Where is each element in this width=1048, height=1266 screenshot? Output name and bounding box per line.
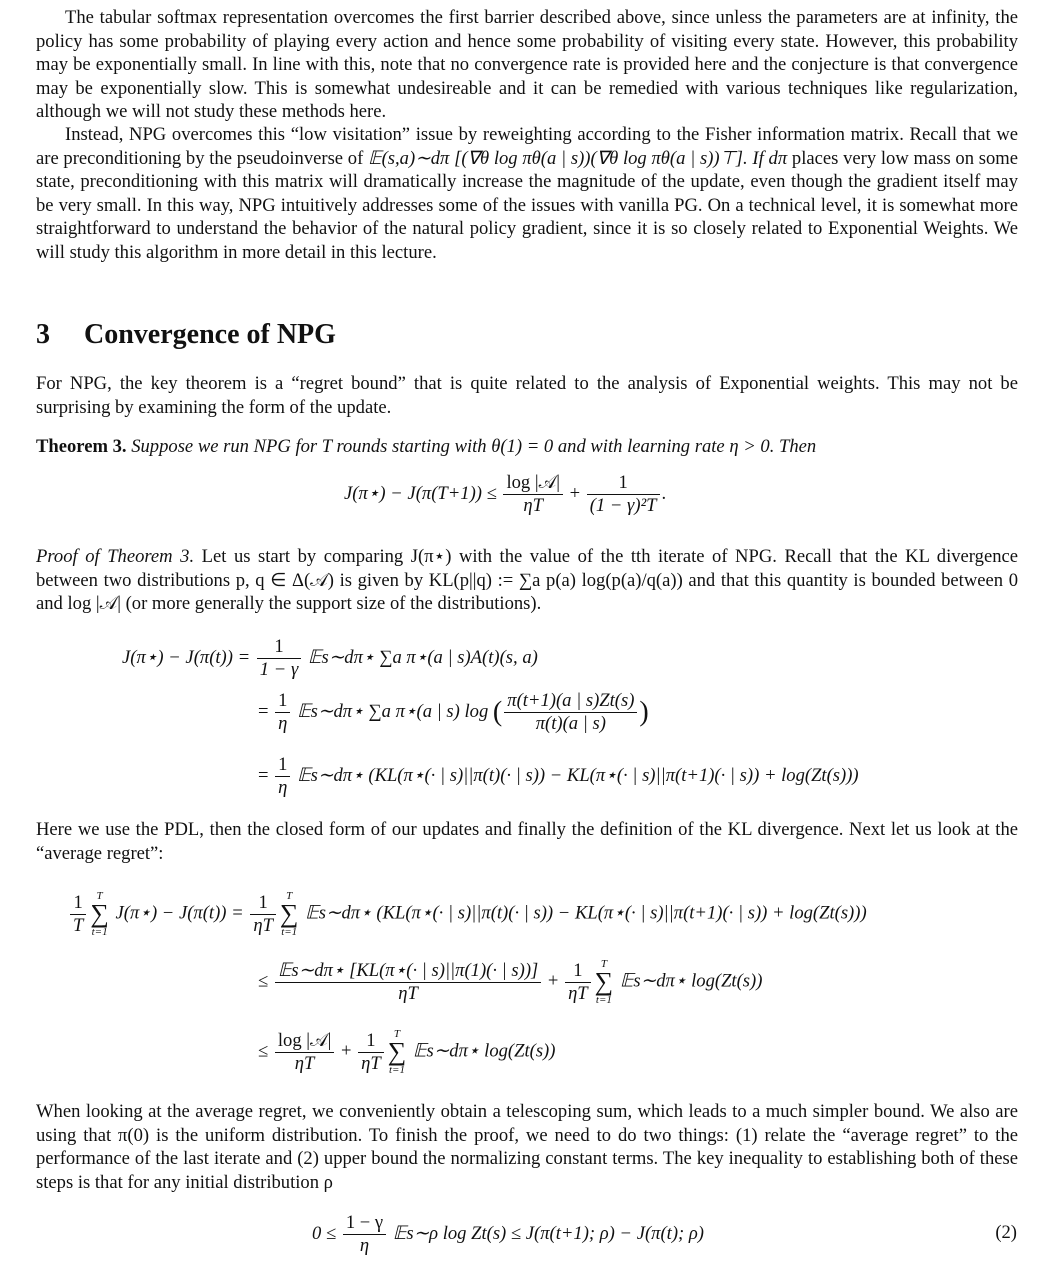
proof-eq-line-2: = $\frac{1}{\eta}$ 𝔼s∼dπ⋆ ∑a π⋆(a | s) log ( $\frac{\pi(t+1)(a | s)Zt(s)}{\pi(t)(a | s)}$ ) <box>258 690 649 734</box>
regret-eq-line-3: ≤ $\frac{\text{log |𝒜|}}{\eta T}$ + $\frac{1}{\eta T}$ T ∑ t=1 𝔼s∼dπ⋆ log(Zt(s)) <box>258 1028 556 1076</box>
thm-frac-1: $\frac{\text{log |𝒜|}}{\eta T}$ <box>503 472 562 517</box>
eq1-rhs: 𝔼s∼dπ⋆ ∑a π⋆(a | s)A(t)(s, a) <box>307 646 538 668</box>
proof-label: Proof of Theorem 3. <box>36 546 195 567</box>
regret-eq-line-2: ≤ $\frac{\text{𝔼s∼dπ⋆ [KL(π⋆(· | s)||π(1)(· | s))]}}{\eta T}$ + $\frac{1}{\eta T}$ T ∑ t=1 𝔼s∼dπ⋆ log(Zt(s)) <box>258 958 763 1006</box>
theorem-label: Theorem 3. <box>36 436 127 457</box>
section-heading <box>36 318 336 352</box>
theorem-equation: J(π⋆) − J(π(T+1)) ≤ $\frac{\text{log |𝒜|}}{\eta T}$ + $\frac{1}{\text{(1 − γ)²T}}$ . <box>344 472 667 516</box>
proof-text: Let us start by comparing J(π⋆) with the value of the tth iterate of NPG. Recall that the KL divergence between two distributions p, q ∈ Δ(𝒜) is given by KL(p||q) := ∑a p(a) log(p(a)/q(a)) and that this quantity is bounded between 0 and log |𝒜| (or more generally the support size of the distributions). <box>36 546 1018 615</box>
equation-number: (2) <box>995 1222 1017 1243</box>
paragraph-telescoping: When looking at the average regret, we conveniently obtain a telescoping sum, which leads to a much simpler bound. We also are using that π(0) is the uniform distribution. To finish the proof, we need to do two things: (1) relate the “average regret” to the performance of the last iterate and (2) upper bound the normalizing constant terms. The key inequality to establishing both of these steps is that for any initial distribution ρ <box>36 1101 1018 1193</box>
fisher-matrix-math: 𝔼(s,a)∼dπ [(∇θ log πθ(a | s))(∇θ log πθ(a | s))⊤]. If dπ <box>368 147 788 169</box>
paragraph-regret-intro: For NPG, the key theorem is a “regret bound” that is quite related to the analysis of Exponential weights. This may not be surprising by examining the form of the update. <box>36 373 1018 418</box>
paragraph-npg-fisher-a: Instead, NPG overcomes this “low visitation” issue by reweighting according to the Fisher information matrix. Recall that we are preconditioning by the pseudoinverse of <box>36 124 1018 169</box>
thm-frac-2: $\frac{1}{\text{(1 − γ)²T}}$ <box>587 472 660 517</box>
section-number: 3 <box>36 319 50 350</box>
eq2-rhs: 𝔼s∼dπ⋆ ∑a π⋆(a | s) log <box>297 700 489 722</box>
section-title: Convergence of NPG <box>84 319 336 350</box>
ineq-lhs: 0 ≤ <box>312 1222 337 1244</box>
key-inequality: 0 ≤ $\frac{1 - \gamma}{\eta}$ 𝔼s∼ρ log Zt(s) ≤ J(π(t+1); ρ) − J(π(t); ρ) <box>312 1212 704 1256</box>
regret-lhs: J(π⋆) − J(π(t)) = <box>115 902 244 924</box>
regret-tail-2: 𝔼s∼dπ⋆ log(Zt(s)) <box>619 970 763 992</box>
eq2-log-frac: $\frac{\pi(t+1)(a | s)Zt(s)}{\pi(t)(a | s)}$ <box>504 690 637 735</box>
theorem-text: Suppose we run NPG for T rounds starting with θ(1) = 0 and with learning rate η > 0. Then <box>131 436 817 457</box>
eq3-rhs: 𝔼s∼dπ⋆ (KL(π⋆(· | s)||π(t)(· | s)) − KL(π⋆(· | s)||π(t+1)(· | s)) + log(Zt(s))) <box>297 764 859 786</box>
theorem-3 <box>36 435 1018 459</box>
ineq-rhs: 𝔼s∼ρ log Zt(s) ≤ J(π(t+1); ρ) − J(π(t); ρ) <box>392 1222 704 1244</box>
proof-paragraph <box>36 545 1018 616</box>
regret-eq-line-1: $\frac{1}{T}$ T ∑ t=1 J(π⋆) − J(π(t)) = $\frac{1}{\eta T}$ T ∑ t=1 𝔼s∼dπ⋆ (KL(π⋆(· | s)||π(t)(· | s)) − KL(π⋆(· | s)||π(t+1)(· | s)) + log(Zt(s))) <box>68 890 867 938</box>
regret-rhs: 𝔼s∼dπ⋆ (KL(π⋆(· | s)||π(t)(· | s)) − KL(π⋆(· | s)||π(t+1)(· | s)) + log(Zt(s))) <box>305 902 867 924</box>
thm-lhs: J(π⋆) − J(π(T+1)) ≤ <box>344 482 497 504</box>
paragraph-pdl: Here we use the PDL, then the closed form of our updates and finally the definition of the KL divergence. Next let us look at the “average regret”: <box>36 819 1018 864</box>
eq1-lhs: J(π⋆) − J(π(t)) = <box>122 646 251 668</box>
paragraph-softmax: The tabular softmax representation overcomes the first barrier described above, since unless the parameters are at infinity, the policy has some probability of playing every action and hence some probability of visiting every state. However, this probability may be exponentially small. In line with this, note that no convergence rate is provided here and the conjecture is that convergence may be exponentially slow. This is somewhat undesireable and it can be remedied with various techniques like regularization, although we will not study these methods here. <box>36 7 1018 123</box>
regret-bound-frac: $\frac{\text{𝔼s∼dπ⋆ [KL(π⋆(· | s)||π(1)(· | s))]}}{\eta T}$ <box>275 960 541 1005</box>
proof-eq-line-3: = $\frac{1}{\eta}$ 𝔼s∼dπ⋆ (KL(π⋆(· | s)||π(t)(· | s)) − KL(π⋆(· | s)||π(t+1)(· | s)) + log(Zt(s))) <box>258 754 859 798</box>
paragraph-npg-fisher-b: places very low mass on some state, preconditioning with this matrix will dramatically increase the magnitude of the update, even though the gradient itself may be very small. In this way, NPG intuitively addresses some of the issues with vanilla PG. On a technical level, it is somewhat more straightforward to understand the behavior of the natural policy gradient, since it is so closely related to Exponential Weights. We will study this algorithm in more detail in this lecture. <box>36 147 1019 263</box>
regret-tail-3: 𝔼s∼dπ⋆ log(Zt(s)) <box>412 1040 556 1062</box>
paragraph-npg-fisher <box>36 123 1018 265</box>
proof-eq-line-1: J(π⋆) − J(π(t)) = $\frac{1}{1 - \gamma}$ 𝔼s∼dπ⋆ ∑a π⋆(a | s)A(t)(s, a) <box>122 636 538 680</box>
